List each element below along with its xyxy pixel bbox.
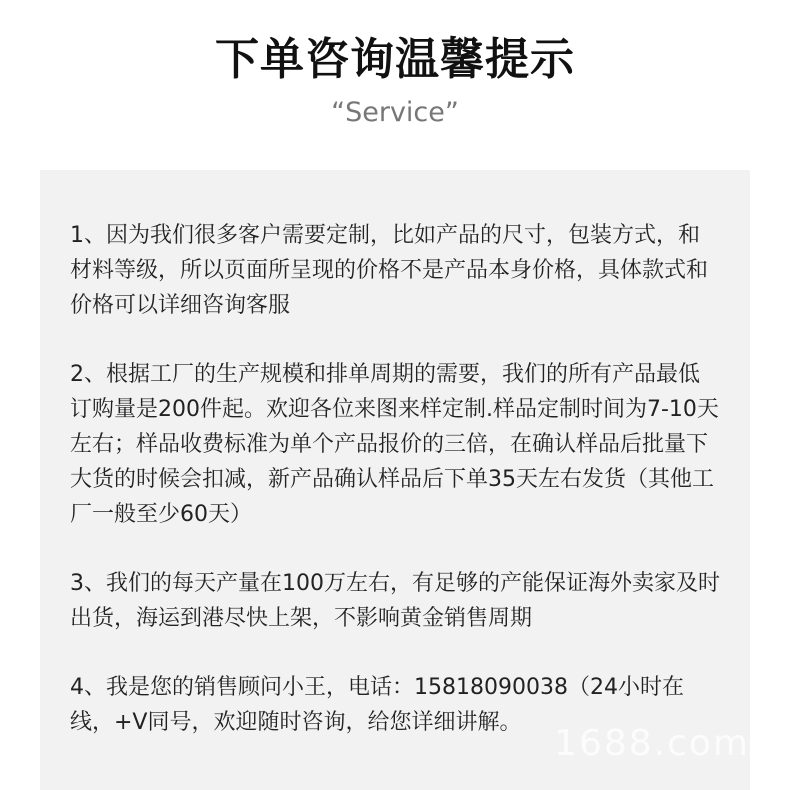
page-title: 下单咨询温馨提示 bbox=[215, 34, 575, 85]
notice-list bbox=[70, 218, 720, 774]
notice-item-contact: 4、我是您的销售顾问小王，电话：15818090038（24小时在线，+V同号，欢迎随时咨询，给您详细讲解。 bbox=[70, 675, 684, 735]
notice-item-order-quantity: 2、根据工厂的生产规模和排单周期的需要，我们的所有产品最低订购量是200件起。欢迎各位来图来样定制.样品定制时间为7-10天左右；样品收费标准为单个产品报价的三倍，在确认样品后批量下大货的时候会扣减，新产品确认样品后下单35天左右发货（其他工厂一般至少60天） bbox=[70, 362, 719, 527]
notice-panel bbox=[40, 170, 750, 790]
page-subtitle: “Service” bbox=[331, 97, 459, 128]
notice-item-customization: 1、因为我们很多客户需要定制，比如产品的尺寸，包装方式，和材料等级，所以页面所呈现的价格不是产品本身价格，具体款式和价格可以详细咨询客服 bbox=[70, 223, 709, 318]
notice-item-production-capacity: 3、我们的每天产量在100万左右，有足够的产能保证海外卖家及时出货，海运到港尽快上架，不影响黄金销售周期 bbox=[70, 571, 720, 631]
watermark: 1688.com bbox=[554, 723, 750, 764]
